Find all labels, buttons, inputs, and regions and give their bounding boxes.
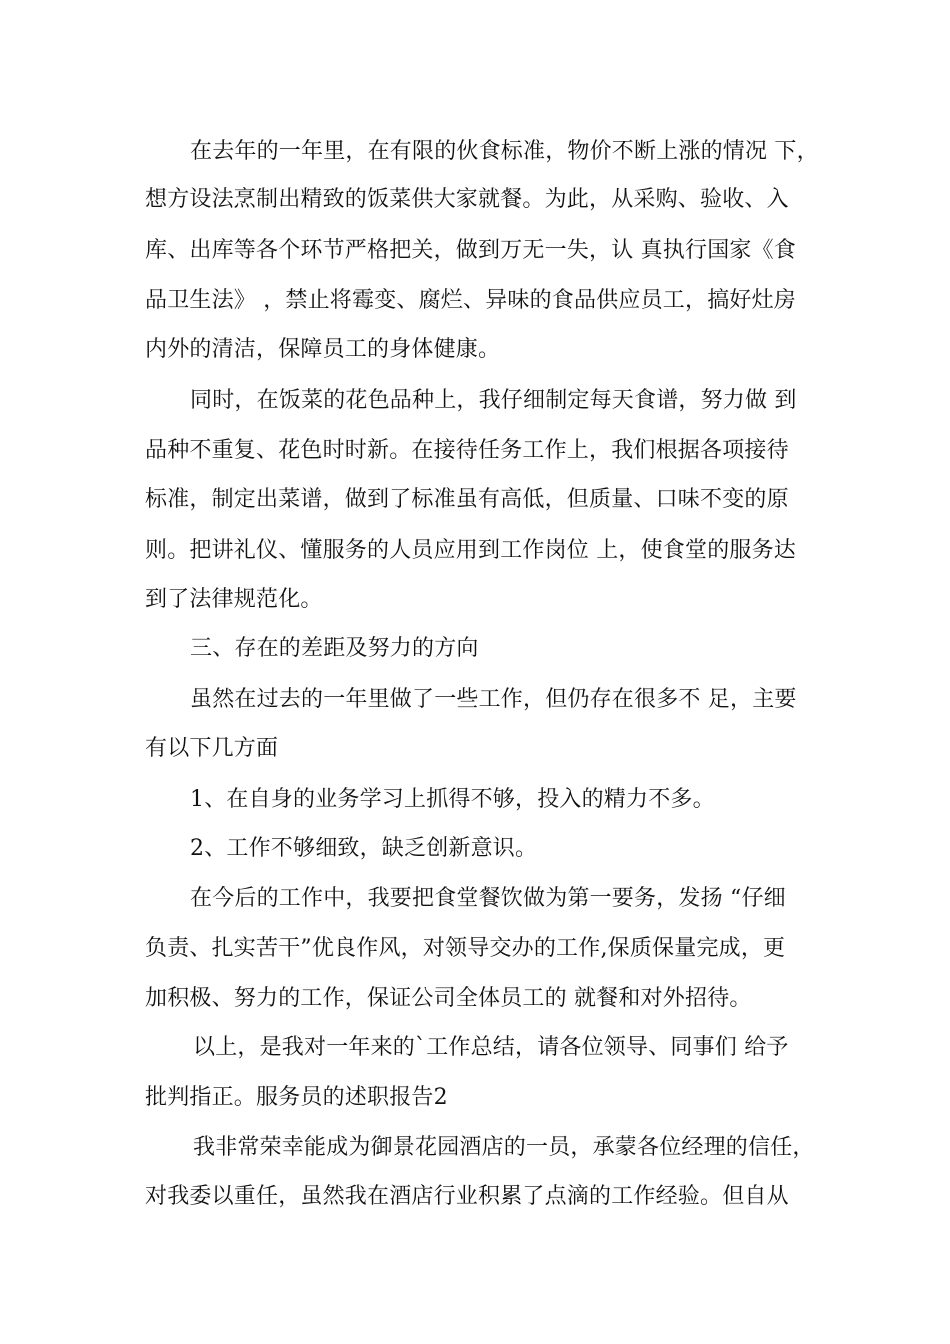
text-line: 品卫生法》 ，禁止将霉变、腐烂、异味的食品供应员工，搞好灶房 (145, 288, 796, 313)
text-line: 标准，制定出菜谱，做到了标准虽有高低，但质量、口味不变的原 (145, 487, 789, 512)
text-line: 品种不重复、花色时时新。在接待任务工作上，我们根据各项接待 (145, 438, 789, 463)
text-line: 在去年的一年里，在有限的伙食标准，物价不断上涨的情况 下， (190, 139, 819, 164)
text-line: 想方设法烹制出精致的饭菜供大家就餐。为此，从采购、验收、入 (145, 187, 789, 212)
text-line: 负责、扎实苦干”优良作风，对领导交办的工作,保质保量完成，更 (145, 936, 786, 961)
text-line: 同时，在饭菜的花色品种上，我仔细制定每天食谱，努力做 到 (190, 388, 797, 413)
text-line: 有以下几方面 (145, 736, 279, 761)
text-line: 库、出库等各个环节严格把关，做到万无一失，认 真执行国家《食 (145, 238, 796, 263)
text-line: 批判指正。服务员的述职报告2 (145, 1085, 448, 1110)
text-line: 对我委以重任，虽然我在酒店行业积累了点滴的工作经验。但自从 (145, 1184, 789, 1209)
text-line: 则。把讲礼仪、懂服务的人员应用到工作岗位 上，使食堂的服务达 (145, 538, 796, 563)
text-line: 到了法律规范化。 (145, 587, 323, 612)
list-item: 1、在自身的业务学习上抓得不够，投入的精力不多。 (190, 787, 715, 812)
text-line: 内外的清洁，保障员工的身体健康。 (145, 337, 501, 362)
list-item: 2、工作不够细致，缺乏创新意识。 (190, 836, 538, 861)
text-line: 加积极、努力的工作，保证公司全体员工的 就餐和对外招待。 (145, 986, 752, 1011)
text-line: 虽然在过去的一年里做了一些工作，但仍存在很多不 足，主要 (190, 687, 797, 712)
text-line: 在今后的工作中，我要把食堂餐饮做为第一要务，发扬 “仔细 (190, 886, 786, 911)
text-line: 我非常荣幸能成为御景花园酒店的一员，承蒙各位经理的信任， (193, 1135, 815, 1160)
section-heading: 三、存在的差距及努力的方向 (190, 636, 479, 661)
text-line: 以上，是我对一年来的`工作总结，请各位领导、同事们 给予 (193, 1035, 789, 1060)
